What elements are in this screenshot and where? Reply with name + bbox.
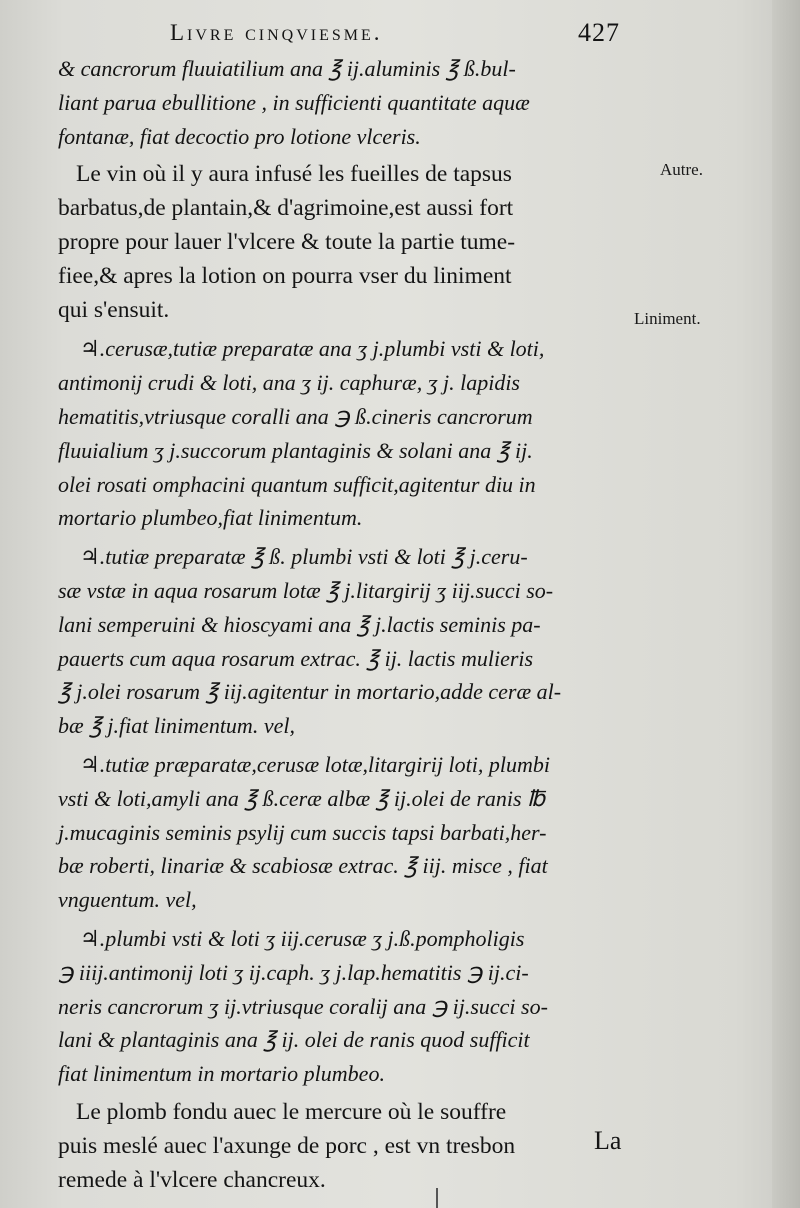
- text-line: liant parua ebullitione , in sufficienti quantitate aquæ: [58, 89, 530, 115]
- text-line: antimonij crudi & loti, ana ʒ ij. caphuræ, ʒ j. lapidis: [58, 370, 520, 396]
- text-line: pauerts cum aqua rosarum extrac. ℥ ij. lactis mulieris: [58, 645, 534, 671]
- running-header: [170, 20, 620, 50]
- text-line: fiee,& apres la lotion on pourra vser du liniment: [58, 262, 512, 289]
- text-line: lani & plantaginis ana ℥ ij. olei de ranis quod sufficit: [58, 1027, 530, 1053]
- text-line: fiat linimentum in mortario plumbeo.: [58, 1061, 385, 1087]
- text-line: vsti & loti,amyli ana ℥ ß.ceræ albæ ℥ ij.olei de ranis ℔: [58, 785, 546, 811]
- text-line: fontanæ, fiat decoctio pro lotione vlceris.: [58, 123, 421, 149]
- text-line: vnguentum. vel,: [58, 887, 197, 913]
- page-number: 427: [578, 18, 620, 47]
- text-line: ℥ j.olei rosarum ℥ iij.agitentur in mortario,adde ceræ al-: [58, 679, 562, 705]
- catchword: La: [594, 1126, 622, 1155]
- text-line: olei rosati omphacini quantum sufficit,agitentur diu in: [58, 471, 536, 497]
- text-line: hematitis,vtriusque coralli ana ℈ ß.cineris cancrorum: [58, 403, 533, 429]
- text-line: remede à l'vlcere chancreux.: [58, 1166, 326, 1193]
- text-line: barbatus,de plantain,& d'agrimoine,est aussi fort: [58, 195, 514, 222]
- margin-note-liniment: Liniment.: [634, 309, 701, 328]
- text-line: puis meslé auec l'axunge de porc , est vn tresbon: [58, 1132, 516, 1159]
- text-line: bæ ℥ j.fiat linimentum. vel,: [58, 713, 295, 739]
- margin-note-autre: Autre.: [660, 160, 703, 179]
- page-body-text: [58, 52, 628, 1197]
- text-line: ♃.tutiæ preparatæ ℥ ß. plumbi vsti & loti ℥ j.ceru-: [80, 544, 528, 570]
- text-line: ♃.plumbi vsti & loti ʒ iij.cerusæ ʒ j.ß.pompholigis: [80, 925, 525, 951]
- text-line: bæ roberti, linariæ & scabiosæ extrac. ℥ iij. misce , fiat: [58, 853, 548, 879]
- text-line: propre pour lauer l'vlcere & toute la partie tume-: [58, 228, 516, 255]
- text-line: Le plomb fondu auec le mercure où le souffre: [76, 1098, 507, 1125]
- text-line: qui s'ensuit.: [58, 296, 170, 323]
- text-line: ℈ iiij.antimonij loti ʒ ij.caph. ʒ j.lap.hematitis ℈ ij.ci-: [58, 959, 529, 985]
- text-line: sæ vstæ in aqua rosarum lotæ ℥ j.litargirij ʒ iij.succi so-: [58, 577, 554, 603]
- page-edge-shadow: [772, 0, 800, 1208]
- text-line: fluuialium ʒ j.succorum plantaginis & solani ana ℥ ij.: [58, 437, 533, 463]
- text-line: Le vin où il y aura infusé les fueilles de tapsus: [76, 161, 512, 188]
- text-line: ♃.tutiæ præparatæ,cerusæ lotæ,litargirij loti, plumbi: [80, 751, 550, 777]
- text-line: ♃.cerusæ,tutiæ preparatæ ana ʒ j.plumbi vsti & loti,: [80, 336, 545, 362]
- header-title: Livre cinqviesme.: [170, 20, 383, 45]
- text-line: j.mucaginis seminis psylij cum succis tapsi barbati,her-: [58, 819, 547, 845]
- text-line: mortario plumbeo,fiat linimentum.: [58, 505, 363, 531]
- text-line: & cancrorum fluuiatilium ana ℥ ij.aluminis ℥ ß.bul-: [58, 56, 516, 81]
- text-line: lani semperuini & hioscyami ana ℥ j.lactis seminis pa-: [58, 611, 541, 637]
- text-line: neris cancrorum ʒ ij.vtriusque coralij ana ℈ ij.succi so-: [58, 993, 548, 1019]
- gutter-mark: [436, 1188, 438, 1208]
